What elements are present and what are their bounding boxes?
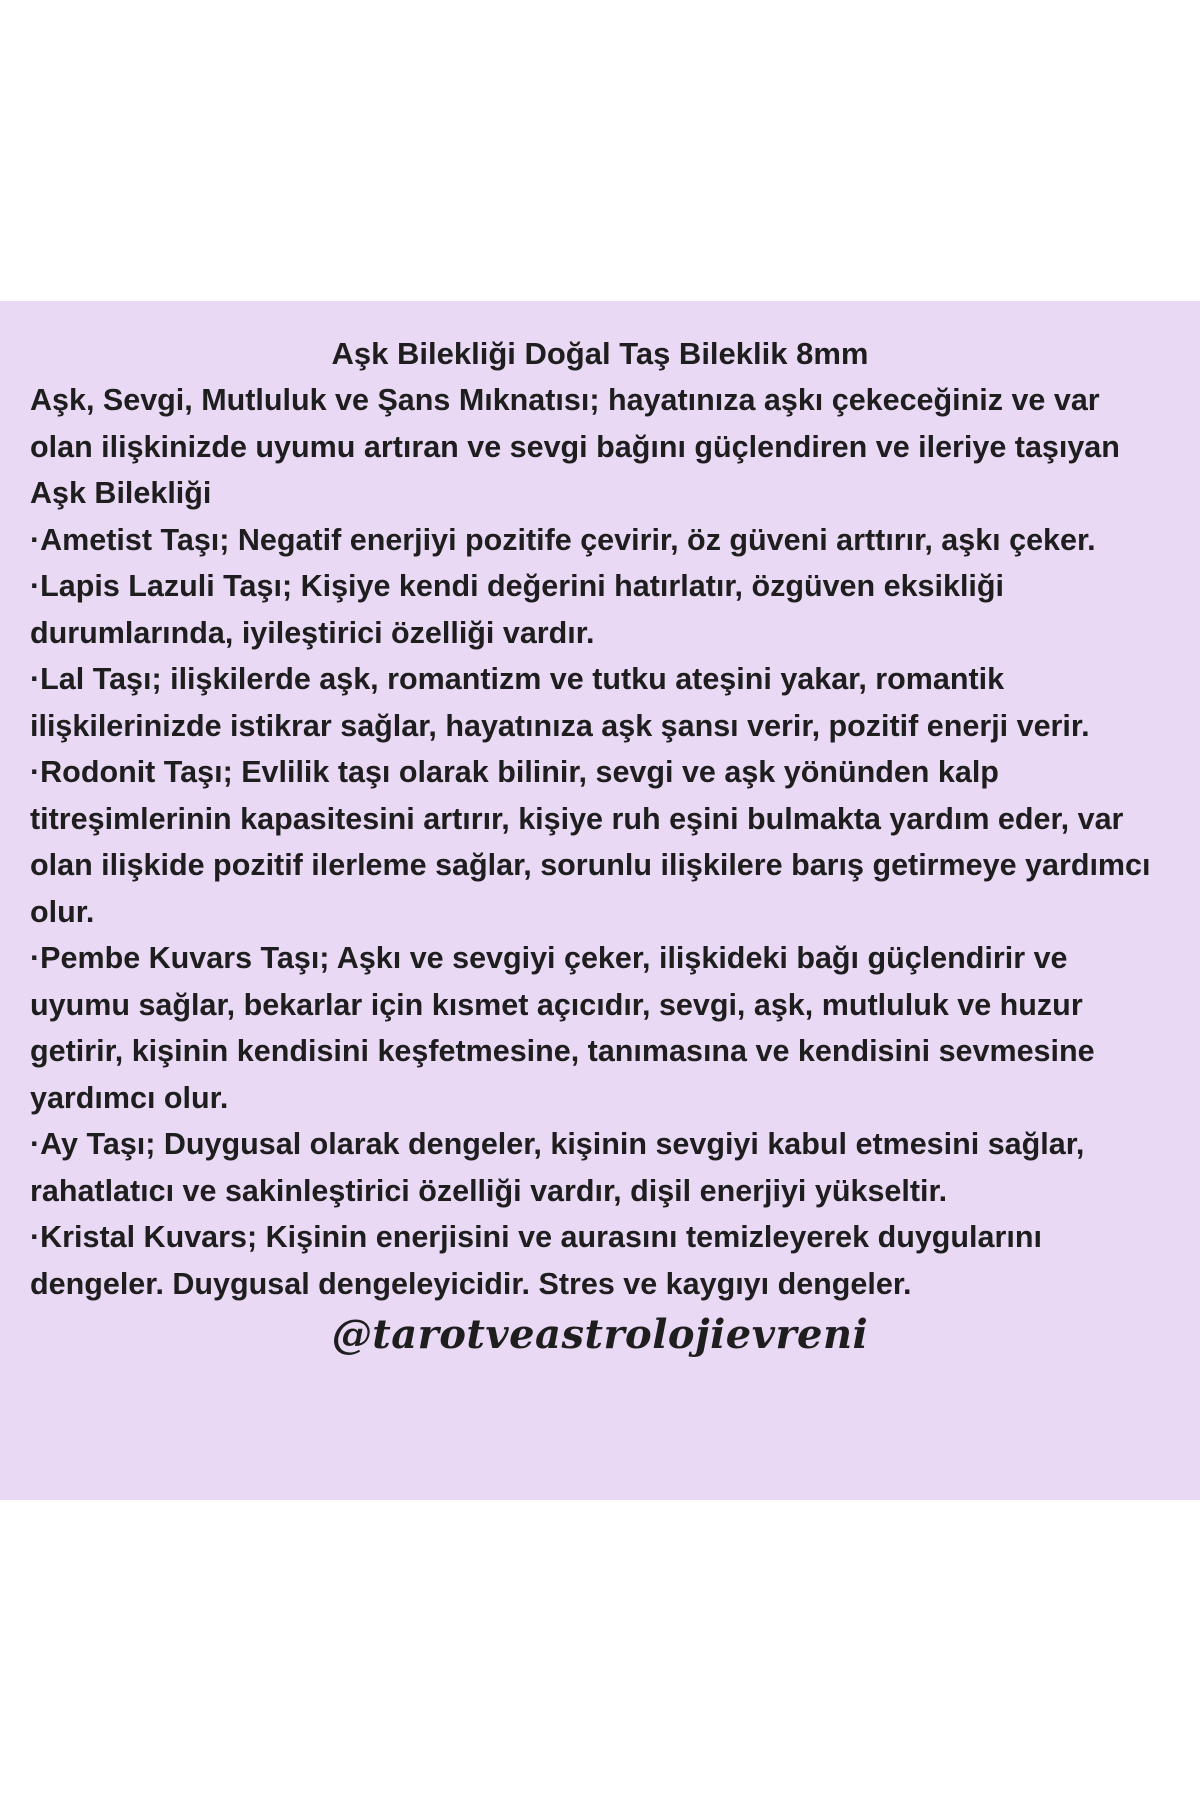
post-body — [30, 377, 1170, 1307]
stone-item-kristal-kuvars: ·Kristal Kuvars; Kişinin enerjisini ve aurasını temizleyerek duygularını dengeler. Duygusal dengeleyicidir. Stres ve kaygıyı dengeler. — [30, 1220, 1042, 1301]
post-title: Aşk Bilekliği Doğal Taş Bileklik 8mm — [331, 336, 869, 371]
intro-paragraph: Aşk, Sevgi, Mutluluk ve Şans Mıknatısı; hayatınıza aşkı çekeceğiniz ve var olan ilişkinizde uyumu artıran ve sevgi bağını güçlendiren ve ileriye taşıyan Aşk Bilekliği — [30, 383, 1120, 510]
stone-item-rodonit: ·Rodonit Taşı; Evlilik taşı olarak bilinir, sevgi ve aşk yönünden kalp titreşimlerinin kapasitesini artırır, kişiye ruh eşini bulmakta yardım eder, var olan ilişkide pozitif ilerleme sağlar, sorunlu ilişkilere barış getirmeye yardımcı olur. — [30, 755, 1151, 929]
stone-item-lal: ·Lal Taşı; ilişkilerde aşk, romantizm ve tutku ateşini yakar, romantik ilişkilerinizde istikrar sağlar, hayatınıza aşk şansı verir, pozitif enerji verir. — [30, 662, 1090, 743]
account-handle: @tarotveastrolojievreni — [331, 1311, 869, 1358]
content-card — [0, 301, 1200, 1500]
stone-item-lapis-lazuli: ·Lapis Lazuli Taşı; Kişiye kendi değerini hatırlatır, özgüven eksikliği durumlarında, iyileştirici özelliği vardır. — [30, 569, 1005, 650]
stone-item-pembe-kuvars: ·Pembe Kuvars Taşı; Aşkı ve sevgiyi çeker, ilişkideki bağı güçlendirir ve uyumu sağlar, bekarlar için kısmet açıcıdır, sevgi, aşk, mutluluk ve huzur getirir, kişinin kendisini keşfetmesine, tanımasına ve kendisini sevmesine yardımcı olur. — [30, 941, 1095, 1115]
stone-item-ay: ·Ay Taşı; Duygusal olarak dengeler, kişinin sevgiyi kabul etmesini sağlar, rahatlatıcı ve sakinleştirici özelliği vardır, dişil enerjiyi yükseltir. — [30, 1127, 1085, 1208]
stone-item-ametist: ·Ametist Taşı; Negatif enerjiyi pozitife çevirir, öz güveni arttırır, aşkı çeker. — [30, 522, 1096, 557]
